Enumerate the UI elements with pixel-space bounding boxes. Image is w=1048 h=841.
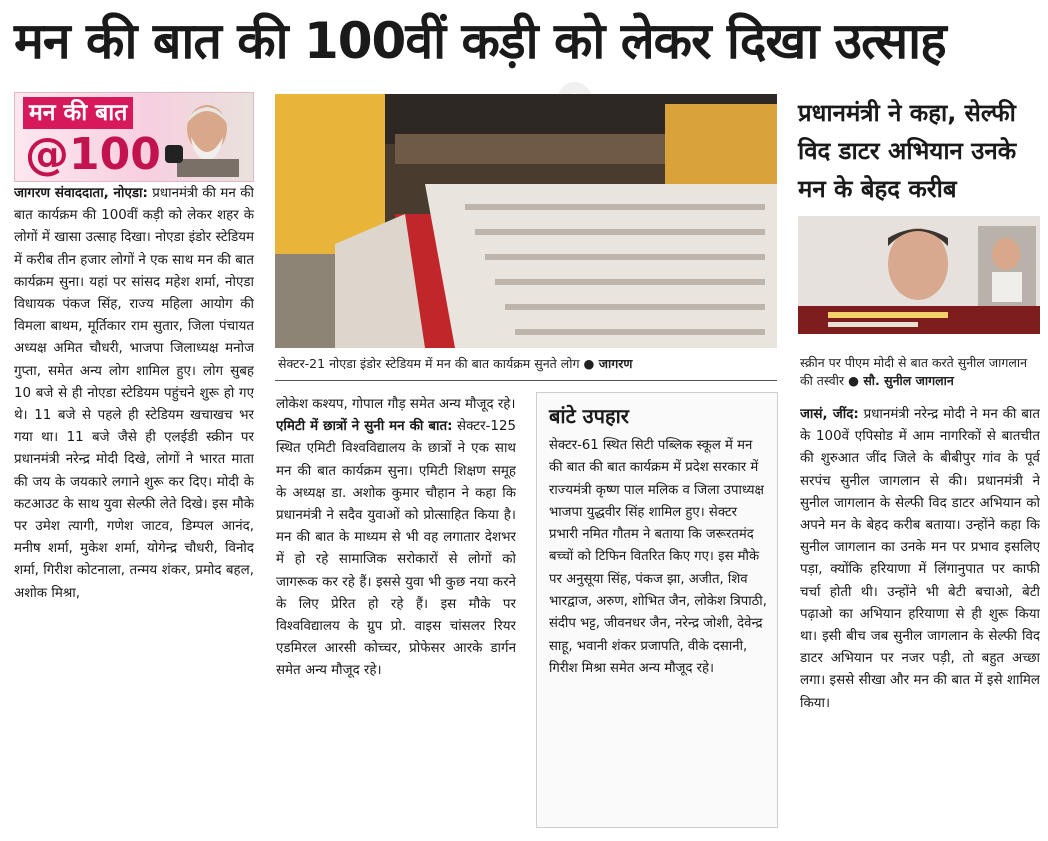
- byline-jind: जासं, जींद:: [800, 407, 859, 422]
- article-column-1: [14, 183, 254, 831]
- col2-body: सेक्टर-125 स्थित एमिटी विश्वविद्यालय के छात्रों ने एक साथ मन की बात कार्यक्रम सुना। एमिटी शिक्षण समूह के अध्यक्ष डा. अशोक कुमार चौहान ने कहा कि प्रधानमंत्री ने सदैव युवाओं को प्रोत्साहित किया है। मन की बात के माध्यम से भी वह लगातार देशभर में हो रहे सामाजिक सरोकारों से लोगों को जागरूक कर रहे हैं। इससे युवा भी कुछ नया करने के लिए प्रेरित हो रहे हैं। इस मौके पर विश्वविद्यालय के ग्रुप प्रो. वाइस चांसलर रियर एडमिरल आरसी कोच्चर, प्रोफेसर आरके डार्गन समेत अन्य मौजूद रहे।: [276, 419, 516, 679]
- box-heading: बांटे उपहार: [549, 404, 629, 428]
- divider: [275, 380, 777, 381]
- side-caption-text: स्क्रीन पर पीएम मोदी से बात करते सुनील जागलान की तस्वीर: [800, 355, 1028, 388]
- side-story-body: [800, 404, 1040, 832]
- byline-noida: जागरण संवाददाता, नोएडा:: [14, 186, 148, 201]
- side-body-text: प्रधानमंत्री नरेन्द्र मोदी ने मन की बात के 100वें एपिसोड में आम नागरिकों से बातचीत की शुरुआत जींद जिले के बीबीपुर गांव के पूर्व सरपंच सुनील जागलान से की। प्रधानमंत्री ने सुनील जागलान के सेल्फी विद डाटर अभियान को अपने मन के बेहद करीब बताया। उन्होंने कहा कि सुनील जागलान का उनके मन पर प्रभाव इसलिए पड़ा, क्योंकि हरियाणा में लिंगानुपात पर काफी चर्चा होती थी। उन्होंने भी बेटी बचाओ, बेटी पढ़ाओ का अभियान हरियाणा से ही शुरू किया था। इसी बीच जब सुनील जागलान के सेल्फी विद डाटर अभियान पर नजर पड़ी, तो बहुत अच्छा लगा। इससे सीखा और मन की बात में इसे शामिल किया।: [800, 407, 1040, 711]
- logo-number: @100: [25, 129, 161, 180]
- man-ki-baat-logo: [14, 92, 254, 182]
- photo-caption-text: सेक्टर-21 नोएडा इंडोर स्टेडियम में मन की बात कार्यक्रम सुनते लोग: [278, 356, 580, 371]
- gift-distribution-box: [536, 392, 778, 828]
- amity-subhead: एमिटी में छात्रों ने सुनी मन की बात:: [276, 419, 453, 435]
- pm-portrait-image: [163, 97, 245, 177]
- photo-caption: [278, 355, 778, 373]
- stadium-crowd-photo: [275, 94, 777, 348]
- photo-credit: ● जागरण: [583, 356, 633, 371]
- stadium-crowd-illustration: [275, 94, 777, 348]
- logo-title: मन की बात: [23, 97, 133, 129]
- jaglan-screen-photo: [798, 216, 1040, 334]
- col1-body: प्रधानमंत्री की मन की बात कार्यक्रम की 100वीं कड़ी को लेकर शहर के लोगों में खासा उत्साह दिखा। नोएडा इंडोर स्टेडियम में करीब तीन हजार लोगों ने एक साथ मन की बात कार्यक्रम सुना। यहां पर सांसद महेश शर्मा, नोएडा विधायक पंकज सिंह, राज्य महिला आयोग की विमला बाथम, मूर्तिकार राम सुतार, जिला पंचायत अध्यक्ष अमित चौधरी, भाजपा जिलाध्यक्ष मनोज गुप्ता, समेत अन्य लोग शामिल हुए। लोग सुबह 10 बजे से ही नोएडा स्टेडियम पहुंचने शुरू हो गए थे। 11 बजे से पहले ही स्टेडियम खचाखच भर गया था। 11 बजे जैसे ही एलईडी स्क्रीन पर प्रधानमंत्री नरेन्द्र मोदी दिखे, लोगों ने भारत माता की जय के जयकारे लगाने शुरू कर दिए। मोदी के कटआउट के साथ युवा सेल्फी लेते दिखे। इस मौके पर उमेश त्यागी, गणेश जाटव, डिम्पल आनंद, मनीष शर्मा, मुकेश शर्मा, योगेन्द्र चौधरी, विनोद शर्मा, गिरीश कोटनाला, तन्मय शंकर, प्रमोद बहल, अशोक मिश्रा,: [14, 186, 254, 601]
- jaglan-screen-illustration: [798, 216, 1040, 334]
- side-photo-credit: ● सौ. सुनील जागलान: [848, 373, 954, 388]
- col2-lead: लोकेश कश्यप, गोपाल गौड़ समेत अन्य मौजूद रहे।: [276, 397, 516, 412]
- side-photo-caption: [800, 354, 1042, 390]
- article-column-2: [276, 394, 516, 830]
- side-story-headline: प्रधानमंत्री ने कहा, सेल्फी विद डाटर अभियान उनके मन के बेहद करीब: [798, 99, 1017, 203]
- box-body: सेक्टर-61 स्थित सिटी पब्लिक स्कूल में मन की बात की बात कार्यक्रम में प्रदेश सरकार में राज्यमंत्री कृष्ण पाल मलिक व जिला उपाध्यक्ष भाजपा युद्धवीर सिंह शामिल हुए। सेक्टर प्रभारी नमित गौतम ने बताया कि जरूरतमंद बच्चों को टिफिन वितरित किए गए। इस मौके पर अनुसूया सिंह, पंकज झा, अजीत, शिव भारद्वाज, अरुण, शोभित जैन, लोकेश त्रिपाठी, संदीप भट्ट, जीवनधर जैन, नरेन्द्र जोशी, देवेन्द्र साहू, भवानी शंकर प्रजापति, वीके दसानी, गिरीश मिश्रा समेत अन्य मौजूद रहे।: [549, 438, 767, 676]
- page-headline: मन की बात की 100वीं कड़ी को लेकर दिखा उत्साह: [14, 12, 946, 70]
